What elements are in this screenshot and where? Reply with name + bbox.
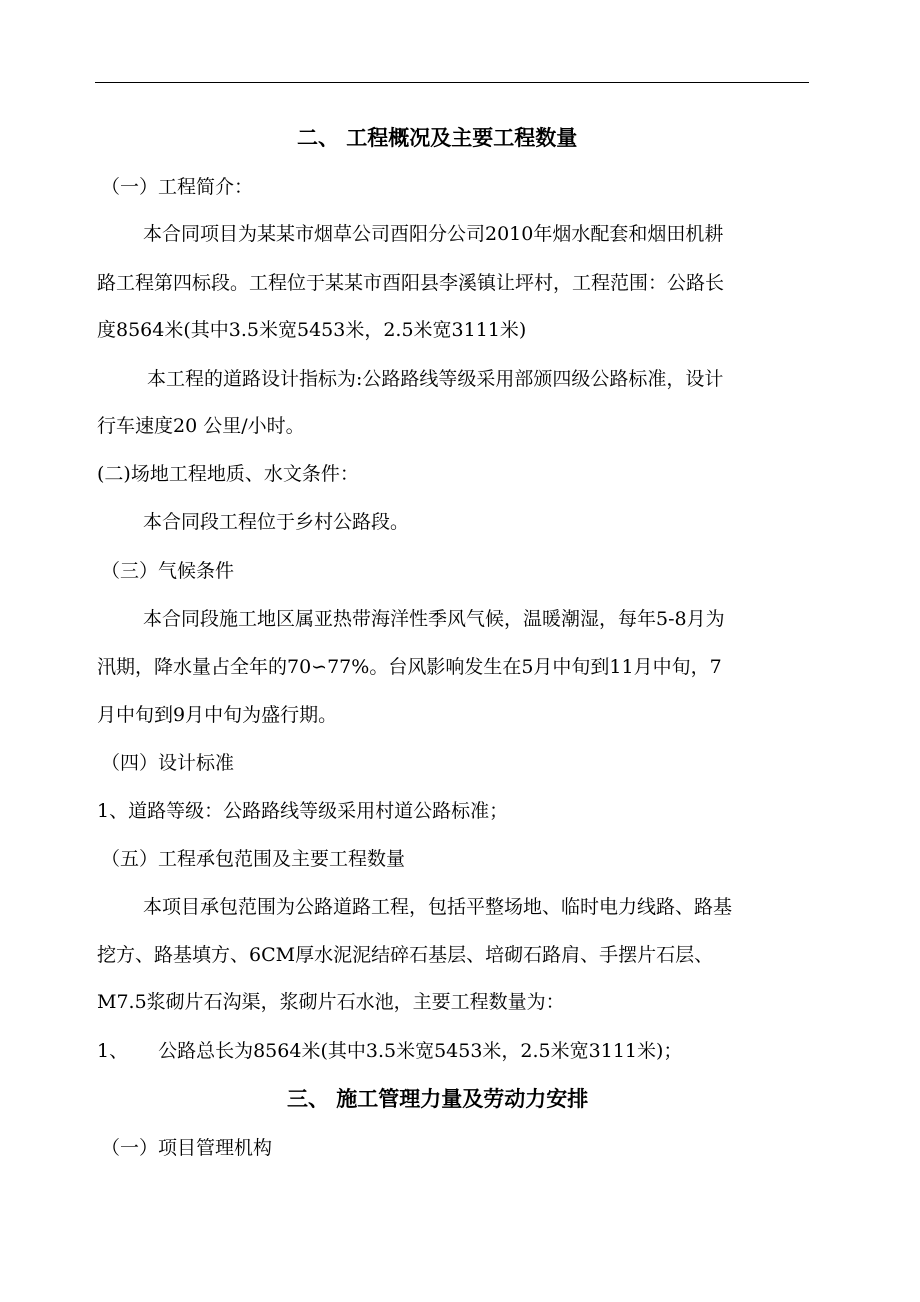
list-item [97, 1039, 682, 1063]
subsection-title-1: （一）工程简介： [101, 176, 254, 198]
paragraph-line: 本合同项目为某某市烟草公司酉阳分公司2010年烟水配套和烟田机耕 [143, 223, 724, 245]
paragraph-line: 月中旬到9月中旬为盛行期。 [97, 704, 338, 726]
paragraph-line: 挖方、路基填方、6CM厚水泥泥结碎石基层、培砌石路肩、手摆片石层、 [97, 944, 714, 966]
subsection-title-2: (二)场地工程地质、水文条件： [97, 463, 359, 485]
header-rule [95, 82, 809, 83]
paragraph-line: M7.5浆砌片石沟渠，浆砌片石水池，主要工程数量为： [97, 991, 565, 1013]
paragraph-line: 汛期，降水量占全年的70∽77%。台风影响发生在5月中旬到11月中旬，7 [97, 656, 722, 678]
subsection-title-5: （五）工程承包范围及主要工程数量 [101, 848, 406, 870]
section-heading-3: 三、 施工管理力量及劳动力安排 [287, 1087, 589, 1111]
paragraph-line: 度8564米(其中3.5米宽5453米，2.5米宽3111米) [97, 319, 527, 341]
subsection-title-3: （三）气候条件 [101, 560, 235, 582]
subsection-title-4: （四）设计标准 [101, 752, 235, 774]
paragraph-line: 本合同段施工地区属亚热带海洋性季风气候，温暖潮湿，每年5-8月为 [143, 608, 725, 630]
paragraph-line: 本工程的道路设计指标为:公路路线等级采用部颁四级公路标准，设计 [147, 368, 724, 390]
paragraph-line: 路工程第四标段。工程位于某某市酉阳县李溪镇让坪村，工程范围：公路长 [97, 272, 725, 294]
list-item: 1、道路等级：公路路线等级采用村道公路标准； [97, 800, 509, 822]
list-item-text: 公路总长为8564米(其中3.5米宽5453米，2.5米宽3111米)； [158, 1040, 683, 1062]
paragraph-line: 本项目承包范围为公路道路工程，包括平整场地、临时电力线路、路基 [143, 896, 733, 918]
paragraph-line: 本合同段工程位于乡村公路段。 [143, 511, 410, 533]
section-heading-2: 二、 工程概况及主要工程数量 [297, 126, 578, 150]
paragraph-line: 行车速度20 公里/小时。 [97, 415, 305, 437]
subsection-title-6: （一）项目管理机构 [101, 1137, 273, 1159]
list-item-number: 1、 [97, 1040, 129, 1062]
